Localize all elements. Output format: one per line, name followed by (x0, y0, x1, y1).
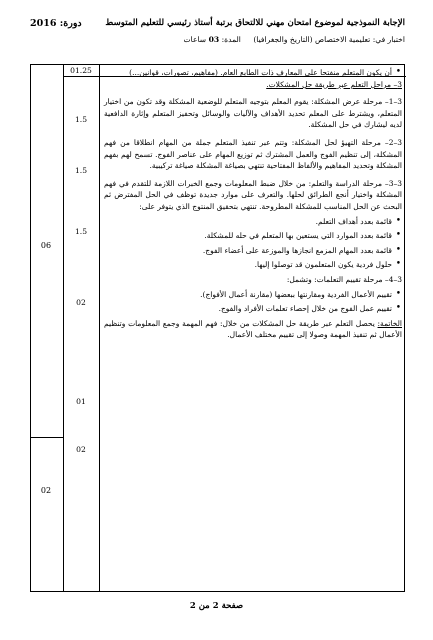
header-title-row (30, 18, 405, 29)
exam-title: الإجابة النموذجية لموضوع امتحان مهني للالتحاق برتبة أستاذ رئيسي للتعليم المتوسط (105, 18, 405, 28)
total-score-block-one: 06 (40, 241, 52, 250)
page-number: صفحة 2 من 2 (189, 601, 244, 611)
grade-row-divider (63, 76, 99, 77)
bullet-item: • أن يكون المتعلم منفتحا على المعارف ذات الطابع العام. (مفاهيم، تصورات، قوانين...) (104, 67, 402, 79)
paragraph: 3–1– مرحلة عرض المشكلة: يقوم المعلم بتوجيه المتعلم للوضعية المشكلة وقد تكون من اختيار المتعلم، ويشترط على المعلم تحديد الأهداف والآليات والوسائل وتحفيز المتعلم وإثارة الدافعية لديه ليشارك في حل المشكلة. (104, 97, 402, 130)
grade-value: 02 (76, 298, 86, 307)
session-info (30, 18, 82, 29)
grade-value: 02 (76, 445, 86, 454)
paragraph: 3–2– مرحلة التهيؤ لحل المشكلة: وتتم عبر تنفيذ المتعلم جملة من المهام انطلاقا من فهم المشكلة، إلى تنظيم الفوج والعمل المشترك ثم توزيع المهام على عناصر الفوج. تسمح لهم بفهم المشكلة وتحديد المفاهيم والألفاظ المفتاحية تنتهي بصياغة المشكلة صياغة تركيبية. (104, 137, 402, 171)
exam-subject-info (251, 35, 405, 44)
page-header (30, 18, 405, 44)
bullet-item: • تقييم الأعمال الفردية ومقارنتها ببعضها (مقارنة أعمال الأفواج). (104, 289, 402, 301)
section-heading: 3–4– مرحلة تقييم التعلمات: وتشمل: (286, 274, 402, 284)
bullet-item: • قائمة بعدد الموارد التي يستعين بها المتعلم في حله للمشكلة. (104, 230, 402, 242)
grade-value: 1.5 (74, 166, 88, 175)
conclusion (104, 318, 402, 341)
bullet-item: • قائمة بعدد المهام المزمع انجازها والموزعة على أعضاء الفوج. (104, 245, 402, 257)
duration-info (183, 35, 240, 44)
duration-label: المدة: (221, 35, 241, 44)
grade-value: 01.25 (70, 66, 92, 75)
column-divider-totals (63, 65, 64, 591)
paragraph: 3–3– مرحلة الدراسة والتعلم: من خلال ضبط المعلومات وجمع الخبرات اللازمة للتقدم في فهم المشكلة واختيار أنجع الطرائق لحلها. والتعرف على موارد جديدة توظف في الحل المفترض ثم البحث عن الحل المناسب للمشكلة المطروحة. تنتهي بتحقيق المنتوج الذي يتوفر على: (104, 178, 402, 211)
grade-value: 01 (76, 397, 86, 406)
total-row-divider (31, 437, 63, 438)
total-score-block-two: 02 (40, 486, 52, 495)
answer-content (104, 67, 402, 341)
section-heading: 3– مراحل التعلم عبر طريقة حل المشكلات. (266, 79, 402, 89)
exam-subject: تعليمية الاختصاص (التاريخ والجغرافيا) (253, 35, 371, 44)
conclusion-text: يحصل التعلم عبر طريقة حل المشكلات من خلال: فهم المهمة وجمع المعلومات وتنظيم الأعمال ثم تنفيذ المهمة وصولا إلى تقييم مختلف الأعمال. (104, 318, 402, 340)
grade-value: 1.5 (74, 115, 88, 124)
duration-value: 03 (208, 35, 220, 44)
grade-value: 1.5 (74, 227, 88, 236)
session-year: 2016 (30, 18, 57, 29)
bullet-item: • تقييم عمل الفوج من خلال إحصاء تعلمات الأفراد والفوج. (104, 303, 402, 315)
bullet-item: • قائمة بعدد أهداف التعلم. (104, 216, 402, 228)
header-subject-row (30, 35, 405, 44)
bullet-item: • حلول فردية يكون المتعلمون قد توصلوا إليها. (104, 259, 402, 271)
duration-unit: ساعات (183, 35, 207, 44)
answer-table (30, 64, 405, 592)
exam-label: اختبار في: (372, 35, 405, 44)
conclusion-label: الخاتمة: (377, 318, 402, 328)
column-divider-grades (99, 65, 100, 591)
session-label: دورة: (59, 18, 82, 29)
